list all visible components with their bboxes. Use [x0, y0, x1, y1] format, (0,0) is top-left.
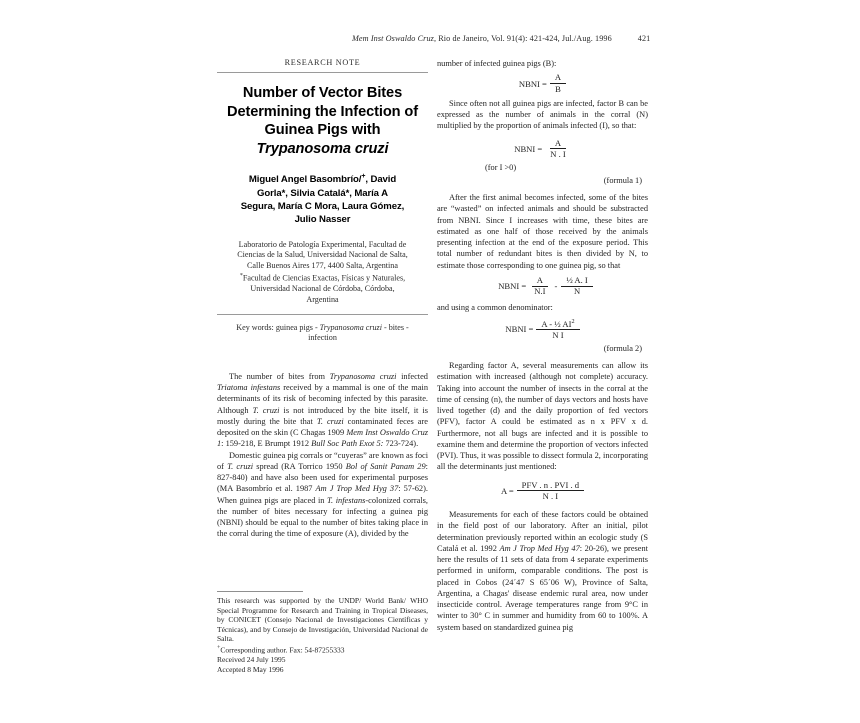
funding-note: This research was supported by the UNDP/ World Bank/ WHO Special Programme for Research and Training in Tropical Diseases, by CONICET (Consejo Nacional de Investigaciones Científicas y Técnicas), and by Consejo de Investigación, Universidad Nacional de Salta.: [217, 596, 428, 644]
lp2-i1: T. cruzi: [227, 461, 254, 471]
corresponding-author: Corresponding author. Fax: 54-87255333: [220, 645, 345, 655]
affiliation-line-6: Argentina: [306, 294, 339, 304]
formula-3: [437, 319, 648, 340]
formula-3-lhs: NBNI =: [505, 324, 534, 335]
lp2-i4: T. infestans: [327, 495, 366, 505]
formula-1-denominator: N . I: [550, 148, 566, 159]
lp1-i3: T. cruzi: [252, 405, 280, 415]
lp2-c: : 827-840) and have also been used for experimental purposes (MA Basombrío et al. 1987: [217, 461, 428, 494]
formula-1-condition: (for I >0): [485, 163, 517, 173]
lp2-d: : 57-62). When guinea pigs are placed in: [217, 484, 428, 505]
author-affiliation-marker: +: [361, 173, 366, 180]
lp1-i5: Mem Inst Oswaldo Cruz 1: [217, 428, 429, 449]
right-column: [437, 58, 648, 633]
formula-2-numerator-2: ½ A. I: [561, 276, 592, 287]
article-title: [217, 84, 428, 158]
formula-0-fraction: [550, 73, 566, 94]
left-column: [217, 58, 428, 540]
lp2-i3: Am J Trop Med Hyg 37: [315, 484, 399, 494]
formula-0-numerator: A: [550, 73, 566, 84]
right-paragraph-3: Regarding factor A, several measurements can allow its estimation with increased (although not complete) accuracy. Taking into account the number of insects in the corral at the time of censing (n), the number of days vectors and hosts have lived together (d) and the daily proportion of fed vectors (PFV), factor A could be estimated as n x PFV x d. Furthermore, not all bugs are infected and it is possible to examine them and determine the proportion of vectors infected (PVI). Thus, it was possible to dissect formula 2, incorporating all the determinants just mentioned:: [437, 361, 648, 472]
lp2-b: spread (RA Torrico 1950: [253, 461, 346, 471]
formula-2-lhs: NBNI =: [498, 281, 527, 292]
formula-3-numerator-exponent: 2: [571, 317, 575, 325]
accepted-date: Accepted 8 May 1996: [217, 664, 284, 674]
right-paragraph-1: Since often not all guinea pigs are infected, factor B can be expressed as the number of animals in the corral (N) multiplied by the proportion of animals infected (I), so that:: [437, 98, 648, 131]
formula-4-lhs: A =: [500, 485, 514, 496]
rp4-a: Measurements for each of these factors could be obtained in the field post of our laboratory. After an initial, pilot determination previously reported within an ecologic study (S Catalá et al. 1992: [437, 510, 648, 553]
formula-2-denominator-2: N: [573, 286, 581, 297]
title-line-3: Guinea Pigs with: [264, 122, 381, 138]
lp2-e: -colonized corrals, the number of bites necessary for infecting a guinea pig (NBNI) should be equal to the number of bites taking place in the corral during the time of exposure (A), divided by the: [217, 495, 428, 539]
author-line-1: Miguel Angel Basombrío/: [248, 174, 362, 186]
title-line-2: Determining the Infection of: [227, 103, 418, 120]
keywords-block: [217, 323, 428, 344]
formula-3-denominator: N I: [552, 329, 564, 340]
lp1-c: received by a mammal is one of the main determinants of its risk of becoming infected by this parasite. Although: [217, 383, 428, 415]
formula-4-fraction: [517, 481, 584, 502]
lp2-a: Domestic guinea pig corrals or “cuyeras” are known as foci of: [217, 450, 429, 471]
formula-2-numerator-1: A: [532, 276, 548, 287]
affiliation-line-3: Calle Buenos Aires 177, 4400 Salta, Argentina: [247, 260, 398, 270]
lp1-d: is not introduced by the bite itself, it is mostly during the bite that: [217, 405, 429, 426]
received-date: Received 24 July 1995: [217, 655, 286, 665]
formula-4: [437, 481, 648, 502]
page-number: 421: [637, 34, 651, 43]
formula-2: [437, 276, 648, 297]
formula-0-lhs: NBNI =: [518, 78, 547, 89]
author-line-3: Segura, María C Mora, Laura Gómez,: [240, 201, 405, 212]
formula-1-lhs: NBNI =: [514, 143, 543, 154]
lp1-i4: T. cruzi: [316, 416, 344, 426]
lp1-i6: Bull Soc Path Exot 5:: [311, 439, 384, 449]
formula-1-tag: (formula 1): [603, 176, 642, 186]
formula-2-operator: -: [554, 281, 558, 292]
lp1-g: 723-724).: [383, 439, 419, 449]
lp1-i2: Triatoma infestans: [217, 383, 281, 392]
formula-4-numerator: PFV . n . PVI . d: [517, 481, 584, 492]
affiliation-line-5: Universidad Nacional de Córdoba, Córdoba,: [250, 284, 395, 294]
author-list: [217, 170, 428, 227]
keywords-divider: [217, 314, 428, 315]
lp2-i2: Bol of Sanit Panam 29: [345, 461, 426, 471]
keywords-line-2: infection: [308, 333, 337, 343]
keywords-rest: - bites -: [381, 322, 409, 332]
lp1-f: : 159-218, E Brumpt 1912: [221, 439, 312, 449]
right-paragraph-4: [437, 509, 648, 633]
formula-2-fraction-2: [561, 276, 592, 297]
author-line-2: Gorla*, Silvia Catalá*, María A: [257, 187, 388, 199]
masthead-divider-top: [217, 72, 428, 73]
affiliation-line-2: Ciencias de la Salud, Universidad Nacional de Salta,: [237, 250, 408, 260]
formula-2-tag: (formula 2): [603, 344, 642, 354]
affiliation-block: [217, 240, 428, 305]
lp1-e: contaminated feces are deposited on the skin (C Chagas 1909: [217, 416, 428, 437]
affiliation-marker: *: [239, 273, 243, 280]
title-line-1: Number of Vector Bites: [242, 85, 403, 101]
rp4-i1: Am J Trop Med Hyg 47: [499, 543, 580, 553]
formula-3-numerator-text: A - ½ AI: [541, 318, 572, 329]
affiliation-line-1: Laboratorio de Patología Experimental, Facultad de: [238, 239, 407, 249]
formula-0-denominator: B: [555, 83, 561, 94]
lp1-a: The number of bites from: [229, 371, 330, 381]
rp4-b: : 20-26), we present here the results of 11 sets of data from 4 separate experiments performed in uniform, comparable conditions. The post is placed in Cobos (24´47 S 65´06 W), Province of Salta, Argentina, a Chagas' disease endemic rural area, now under insecticide control. Average temperatures range from 9°C in winter to 30° C in summer and humidity from 60 to 100%. A system based on standardized guinea pig: [437, 543, 648, 632]
formula-3-numerator: [536, 319, 579, 331]
formula-1: [437, 139, 648, 160]
formula-1-numerator: A: [550, 139, 566, 150]
footnote-block: [217, 591, 428, 674]
lp1-b: infected: [396, 371, 428, 381]
footnote-divider: [217, 591, 303, 592]
formula-3-fraction: [536, 319, 579, 340]
author-line-4: Julio Nasser: [294, 214, 351, 226]
affiliation-line-4: Facultad de Ciencias Exactas, Físicas y Naturales,: [242, 273, 406, 283]
formula-2-fraction-1: [529, 276, 550, 297]
common-denominator-lead-in: and using a common denominator:: [437, 303, 553, 313]
formula-1-fraction: [545, 139, 571, 160]
left-paragraph-1: [217, 371, 428, 450]
running-head-journal: Mem Inst Oswaldo Cruz: [352, 34, 434, 43]
formula-4-denominator: N . I: [542, 490, 559, 501]
title-species: Trypanosoma cruzi: [256, 140, 389, 157]
left-paragraph-2: [217, 450, 428, 540]
footnote-meta: [217, 644, 428, 674]
corresponding-author-marker: +: [217, 644, 221, 651]
keywords-label: Key words: guinea pigs -: [236, 322, 320, 332]
author-line-1b: , David: [365, 174, 397, 186]
running-head: [352, 34, 822, 43]
lp1-i1: Trypanosoma cruzi: [329, 371, 397, 381]
research-note-label: RESEARCH NOTE: [284, 58, 361, 67]
right-paragraph-2: After the first animal becomes infected, some of the bites are “wasted” on infected animals and should be substracted from NBNI. Since I increases with time, these bites are estimated as one half of those received by the animals presenting infection at the end of the exposure period. This total number of redundant bites is then divided by N, to estimate those corresponding to one guinea pig, so that: [437, 193, 648, 270]
formula-2-denominator-1: N.I: [534, 286, 546, 297]
right-paragraph-0: number of infected guinea pigs (B):: [437, 59, 557, 68]
keywords-species: Trypanosoma cruzi: [319, 322, 382, 332]
running-head-citation: , Rio de Janeiro, Vol. 91(4): 421-424, Jul./Aug. 1996: [433, 34, 612, 43]
formula-nbni-a-over-b: [437, 73, 648, 94]
